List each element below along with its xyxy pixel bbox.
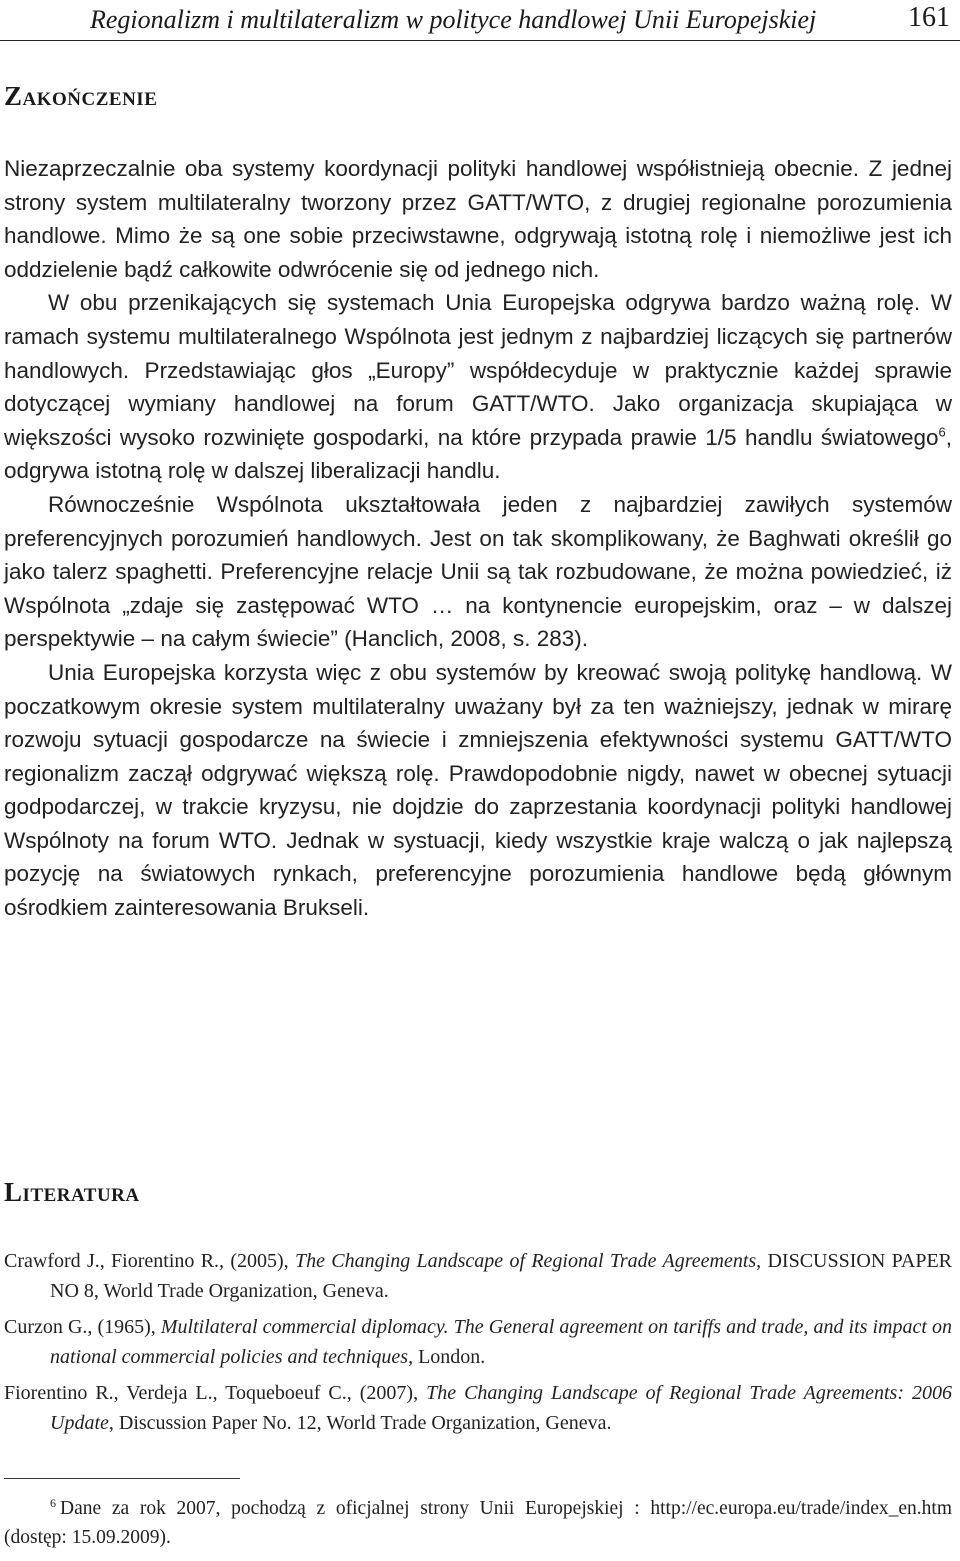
conclusion-heading: Zakończenie [4, 81, 158, 111]
reference-authors: Fiorentino R., Verdeja L., Toqueboeuf C., (2007), [4, 1382, 427, 1404]
paragraph-2-text: W obu przenikających się systemach Unia Europejska odgrywa bardzo ważną rolę. W ramach systemu multilateralnego Wspólnota jest jednym z najbardziej liczących się partnerów handlowych. Przedstawiając głos „Europy” współdecyduje w praktycznie każdej sprawie dotyczącej wymiany handlowej na forum GATT/WTO. Jako organizacja skupiająca w większości wysoko rozwinięte gospodarki, na które przypada prawie 1/5 handlu światowego [4, 290, 952, 450]
footnote-reference[interactable]: 6 [938, 424, 946, 440]
literature-heading: Literatura [4, 1177, 140, 1207]
running-title: Regionalizm i multilateralizm w polityce handlowej Unii Europejskiej [90, 5, 817, 34]
footnote-text-block [4, 1494, 952, 1552]
reference-source: , Discussion Paper No. 12, World Trade Organization, Geneva. [108, 1412, 612, 1434]
reference-authors: Crawford J., Fiorentino R., (2005), [4, 1250, 295, 1272]
running-header [0, 0, 960, 40]
page-number: 161 [908, 2, 950, 33]
footnote-separator [4, 1478, 240, 1479]
paragraph-3: Równocześnie Wspólnota ukształtowała jeden z najbardziej zawiłych systemów preferencyjnych porozumień handlowych. Jest on tak skomplikowany, że Baghwati określił go jako talerz spaghetti. Preferencyjne relacje Unii są tak rozbudowane, że można powiedzieć, iż Wspólnota „zdaje się zastępować WTO … na kontynencie europejskim, oraz – w dalszej perspektywie – na całym świecie” (Hanclich, 2008, s. 283). [4, 491, 952, 652]
footnote-text: Dane za rok 2007, pochodzą z oficjalnej strony Unii Europejskiej : http://ec.europa.eu/trade/index_en.htm (dostęp: 15.09.2009). [4, 1498, 952, 1548]
reference-item [4, 1312, 952, 1372]
reference-title: The Changing Landscape of Regional Trade Agreements [294, 1250, 757, 1272]
reference-authors: Curzon G., (1965), [4, 1316, 161, 1338]
header-rule [0, 40, 960, 41]
footnote [4, 1494, 952, 1552]
paragraph-2 [4, 286, 952, 488]
reference-item [4, 1246, 952, 1306]
reference-item [4, 1378, 952, 1438]
conclusion-body [4, 152, 952, 925]
reference-title: Multilateral commercial diplomacy. The General agreement on tariffs and trade, and its impact on national commercial policies and techniques [50, 1316, 953, 1368]
reference-title: The Changing Landscape of Regional Trade Agreements: 2006 Update [50, 1382, 952, 1434]
paragraph-4: Unia Europejska korzysta więc z obu systemów by kreować swoją politykę handlową. W poczatkowym okresie system multilateralny uważany był za ten ważniejszy, jednak w mirarę rozwoju sytuacji gospodarcze na świecie i zmniejszenia efektywności systemu GATT/WTO regionalizm zaczął odgrywać większą rolę. Prawdopodobnie nigdy, nawet w obecnej sytuacji godpodarczej, w trakcie kryzysu, nie dojdzie do zaprzestania koordynacji polityki handlowej Wspólnoty na forum WTO. Jednak w systuacji, kiedy wszystkie kraje walczą o jak najlepszą pozycję na światowych rynkach, preferencyjne porozumienia handlowe będą głównym ośrodkiem zainteresowania Brukseli. [4, 659, 952, 921]
reference-source: , DISCUSSION PAPER NO 8, World Trade Organization, Geneva. [50, 1250, 953, 1302]
paragraph-2-tail: , odgrywa istotną rolę w dalszej liberalizacji handlu. [4, 424, 952, 484]
paragraph-1: Niezaprzeczalnie oba systemy koordynacji polityki handlowej współistnieją obecnie. Z jednej strony system multilateralny tworzony przez GATT/WTO, z drugiej regionalne porozumienia handlowe. Mimo że są one sobie przeciwstawne, odgrywają istotną rolę i niemożliwe jest ich oddzielenie bądź całkowite odwrócenie się od jednego nich. [4, 156, 952, 282]
reference-source: , London. [408, 1346, 486, 1368]
reference-list [4, 1246, 952, 1444]
footnote-number: 6 [50, 1495, 56, 1510]
